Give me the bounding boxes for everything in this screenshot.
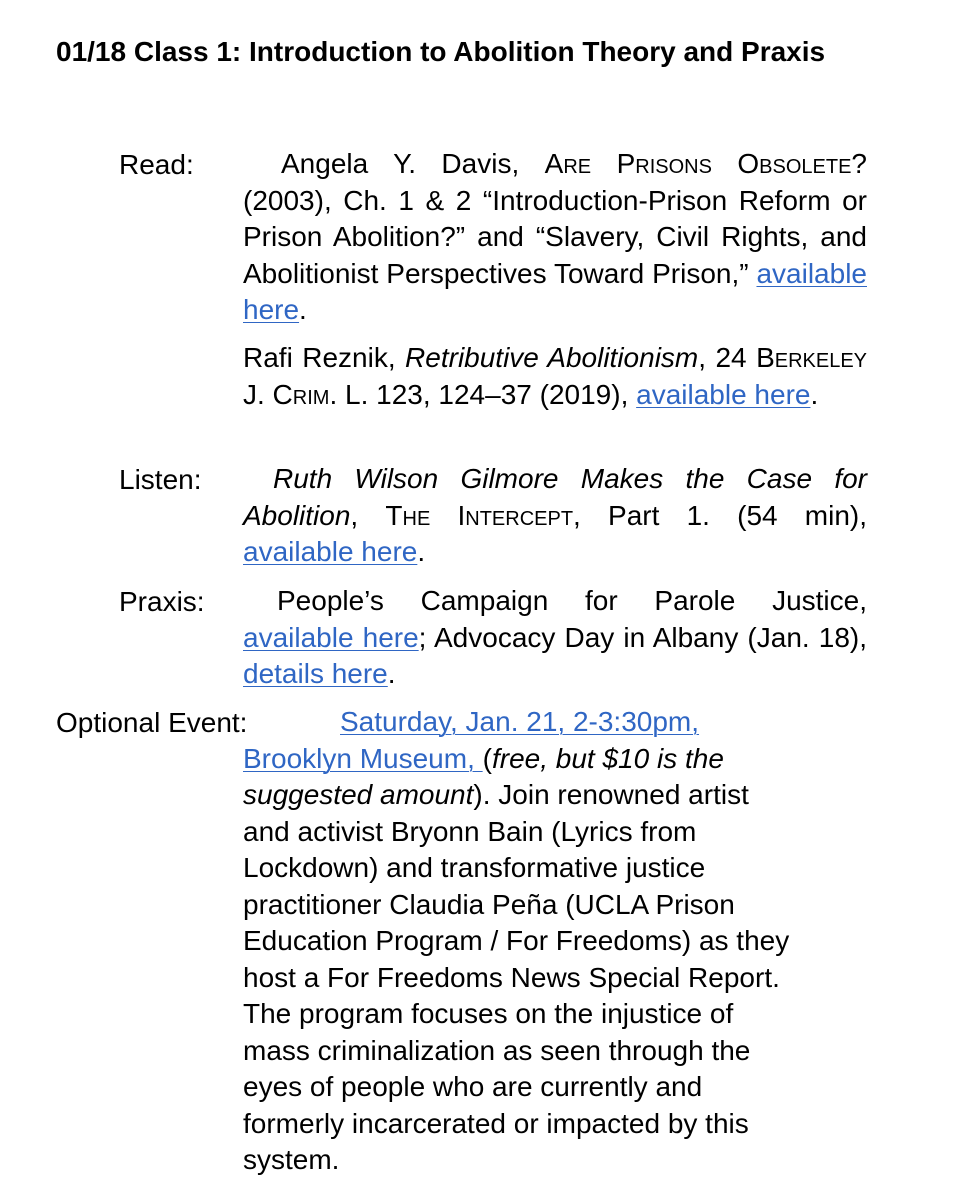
reznik-article-title: Retributive Abolitionism: [405, 342, 699, 373]
event-location-link[interactable]: Brooklyn Museum,: [243, 742, 483, 774]
event-line-3: [243, 777, 867, 814]
event-desc-line: The program focuses on the injustice of: [243, 998, 734, 1029]
gilmore-outlet: The Intercept: [385, 499, 574, 531]
praxis-details-link[interactable]: details here: [243, 658, 388, 689]
reznik-available-link[interactable]: available here: [636, 378, 811, 410]
event-line-2: [243, 741, 867, 778]
reznik-citation: 123, 124–37 (2019),: [368, 378, 637, 410]
gilmore-episode-title: Ruth Wilson Gilmore Makes the Case for Abolition: [243, 463, 867, 531]
event-suggested-amount: suggested amount: [243, 779, 474, 810]
gilmore-sep: ,: [350, 499, 386, 531]
praxis-advocacy-day: ; Advocacy Day in Albany (Jan. 18),: [418, 621, 868, 653]
reznik-volume: , 24: [698, 342, 757, 373]
davis-end: .: [299, 294, 307, 325]
reading-davis: [243, 146, 867, 329]
event-date-link[interactable]: Saturday, Jan. 21, 2-3:30pm,: [340, 706, 700, 737]
read-label: Read:: [119, 149, 194, 180]
gilmore-available-link[interactable]: available here: [243, 536, 418, 567]
davis-available-link[interactable]: available here: [243, 257, 867, 325]
event-desc-line: eyes of people who are currently and: [243, 1071, 703, 1102]
optional-event-label: Optional Event:: [56, 707, 248, 738]
praxis-available-link[interactable]: available here: [243, 621, 419, 653]
listen-label: Listen:: [119, 464, 202, 495]
event-desc-line: Lockdown) and transformative justice: [243, 852, 706, 883]
reading-reznik: [243, 340, 867, 413]
praxis-end: .: [387, 658, 396, 689]
event-desc-line: host a For Freedoms News Special Report.: [243, 961, 780, 993]
praxis-entry: [243, 583, 867, 693]
event-desc-line: and activist Bryonn Bain (Lyrics from: [243, 815, 697, 847]
praxis-campaign: People’s Campaign for Parole Justice,: [277, 585, 867, 616]
event-desc-line: practitioner Claudia Peña (UCLA Prison: [243, 888, 735, 920]
event-desc-line: Education Program / For Freedoms) as they: [243, 925, 790, 956]
page-title: 01/18 Class 1: Introduction to Abolition Theory and Praxis: [56, 36, 826, 67]
davis-book-title: Are Prisons Obsolete?: [544, 148, 867, 179]
optional-event-entry: [243, 704, 867, 1179]
event-desc-line: mass criminalization as seen through the: [243, 1034, 751, 1066]
event-line-1: [243, 704, 867, 741]
event-paren-open: (: [482, 742, 492, 774]
reznik-journal: Berkeley J. Crim. L.: [243, 342, 868, 410]
praxis-label: Praxis:: [119, 586, 205, 617]
event-price-note: free, but $10 is the: [491, 742, 724, 774]
listen-gilmore: [243, 461, 867, 571]
reznik-author: Rafi Reznik,: [243, 342, 406, 373]
gilmore-details: , Part 1. (54 min),: [573, 499, 868, 531]
event-desc-line: system.: [243, 1144, 340, 1175]
gilmore-end: .: [417, 536, 426, 567]
davis-citation: (2003), Ch. 1 & 2 “Introduction-Prison Reform or Prison Abolition?” and “Slavery, Civil Rights, and Abolitionist Perspectives Toward Prison,”: [243, 184, 867, 289]
reznik-end: .: [810, 378, 819, 410]
event-desc-line: ). Join renowned artist: [473, 779, 749, 810]
event-desc-line: formerly incarcerated or impacted by this: [243, 1107, 749, 1139]
davis-author: Angela Y. Davis,: [281, 148, 545, 179]
